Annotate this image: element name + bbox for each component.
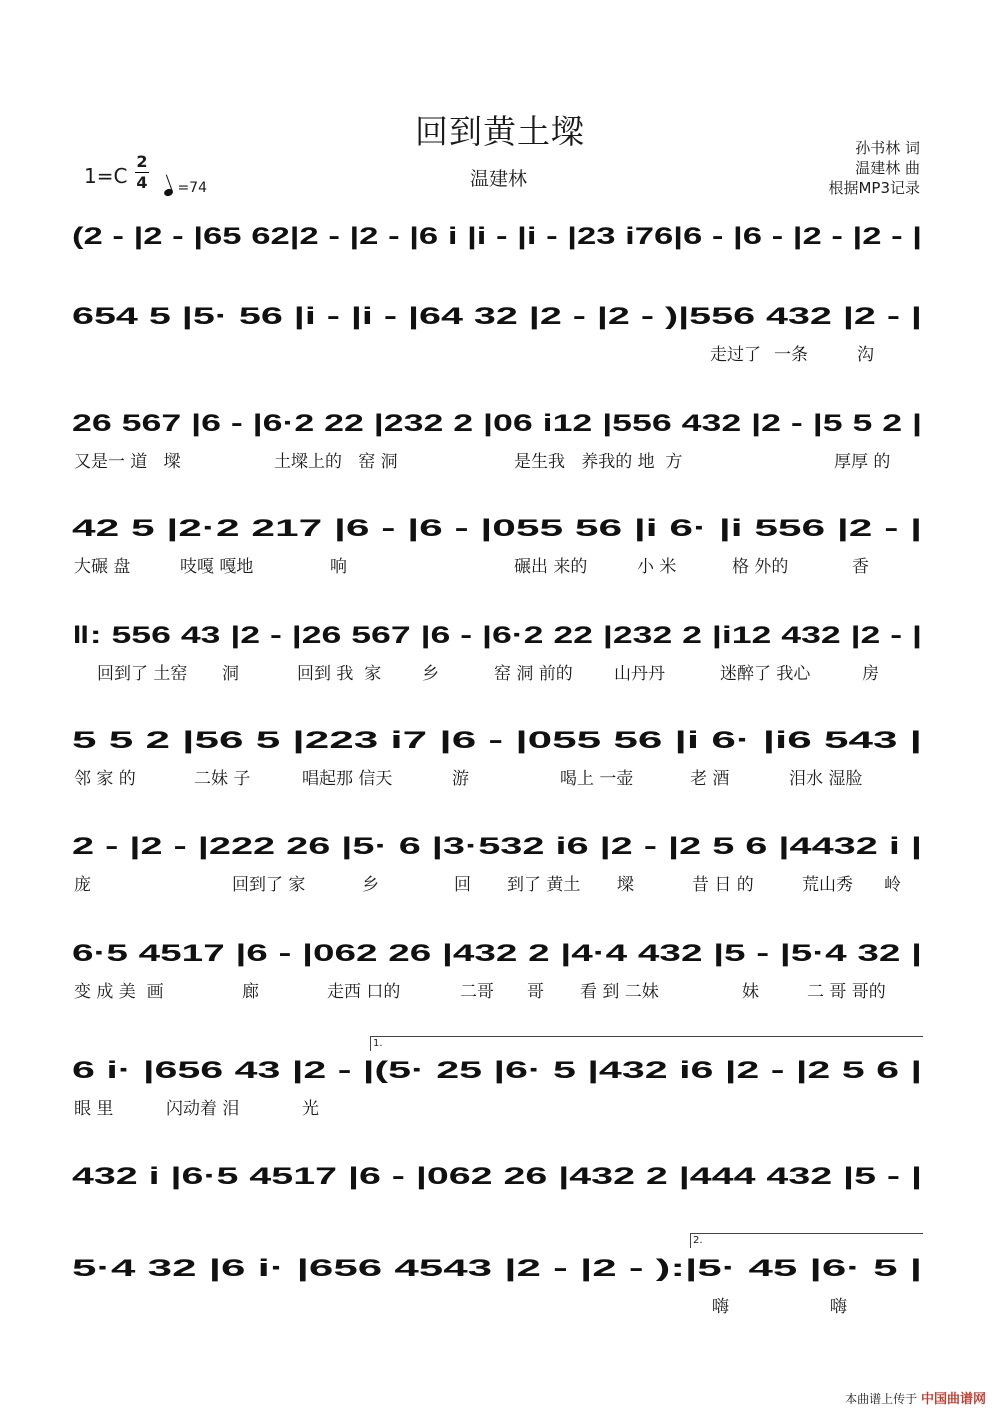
lyric-segment: 哥 <box>527 982 544 1002</box>
lyric-segment: 格 外的 <box>732 557 789 577</box>
volta-number: 2. <box>693 1235 703 1246</box>
lyric-line <box>62 1292 930 1316</box>
lyric-segment: 窑 洞 前的 <box>494 664 573 684</box>
footer-prefix: 本曲谱上传于 <box>845 1392 918 1406</box>
notes-text: 6 i· |656 43 |2 - |(5· 25 |6· 5 |432 i6 |2 - |2 5 6 | <box>72 1057 922 1084</box>
lyric-segment: 厚厚 的 <box>834 452 891 472</box>
lyric-segment: 走西 口的 <box>327 982 401 1002</box>
lyric-segment: 山丹丹 <box>614 664 665 684</box>
lyric-segment: 墚 <box>617 875 634 895</box>
notation-svg <box>62 722 930 762</box>
lyric-segment: 回到了 家 <box>232 875 306 895</box>
lyric-segment: 迷醉了 我心 <box>720 664 811 684</box>
lyric-segment: 走过了 <box>710 345 761 365</box>
notes-text: (2 - |2 - |65 62|2 - |2 - |6 i |i - |i - |23 i76|6 - |6 - |2 - |2 - | <box>72 223 922 250</box>
notes-text: 42 5 |2·2 217 |6 - |6 - |055 56 |i 6· |i 556 |2 - | <box>72 515 922 542</box>
lyric-line <box>62 659 930 683</box>
notation-svg <box>62 617 930 657</box>
lyric-segment: 房 <box>862 664 879 684</box>
lyric-line <box>62 447 930 471</box>
notation-svg <box>62 935 930 975</box>
lyric-segment: 嗨 <box>712 1297 729 1317</box>
lyric-segment: 乡 <box>422 664 439 684</box>
site-logo: 中国曲谱网 <box>920 1392 986 1407</box>
volta-number: 1. <box>373 1038 383 1049</box>
lyric-segment: 乡 <box>362 875 379 895</box>
lyric-segment: 土墚上的 窑 洞 <box>274 452 398 472</box>
lyric-segment: 变 成 美 画 <box>74 982 164 1002</box>
lyric-segment: 荒山秀 <box>802 875 853 895</box>
lyric-segment: 回 <box>454 875 471 895</box>
lyric-line <box>62 977 930 1001</box>
lyric-segment: 响 <box>330 557 347 577</box>
lyric-segment: 小 米 <box>637 557 677 577</box>
notes-text: 5·4 32 |6 i· |656 4543 |2 - |2 - ):|5· 45 |6· 5 | <box>72 1255 922 1282</box>
lyric-segment: 唱起那 信天 <box>302 769 393 789</box>
page-title: 回到黄土墚 <box>415 112 585 151</box>
lyric-segment: 是生我 养我的 地 方 <box>514 452 683 472</box>
notation-svg <box>62 1052 930 1092</box>
lyric-segment: 一条 <box>774 345 808 365</box>
lyric-segment: 老 酒 <box>690 769 730 789</box>
notation-svg <box>62 218 930 258</box>
lyric-segment: 泪水 湿脸 <box>789 769 863 789</box>
tempo-marking <box>164 180 207 196</box>
lyric-segment: 沟 <box>857 345 874 365</box>
time-signature <box>133 152 151 193</box>
notes-text: 432 i |6·5 4517 |6 - |062 26 |432 2 |444 432 |5 - | <box>72 1163 922 1190</box>
lyric-line <box>62 870 930 894</box>
lyric-segment: 二 哥 哥的 <box>807 982 886 1002</box>
lyric-line <box>62 1094 930 1118</box>
volta-bracket <box>690 1233 923 1248</box>
lyricist-credit: 孙书林 词 <box>855 139 920 157</box>
volta-bracket <box>370 1036 923 1051</box>
footer <box>845 1388 986 1407</box>
time-numerator: 2 <box>136 152 148 171</box>
lyric-segment: 到了 黄土 <box>507 875 581 895</box>
notation-svg <box>62 298 930 338</box>
lyric-segment: 二哥 <box>460 982 494 1002</box>
lyric-segment: 岭 <box>884 875 901 895</box>
subtitle: 温建林 <box>470 168 528 190</box>
lyric-segment: 回到了 土窑 <box>97 664 188 684</box>
lyric-segment: 喝上 一壶 <box>560 769 634 789</box>
lyric-segment: 游 <box>452 769 469 789</box>
quarter-note-icon <box>163 188 174 198</box>
notes-text: 5 5 2 |56 5 |223 i7 |6 - |055 56 |i 6· |i6 543 | <box>72 727 922 754</box>
lyric-segment: 吱嘎 嘎地 <box>180 557 254 577</box>
lyric-segment: 大碾 盘 <box>74 557 131 577</box>
lyric-segment: 光 <box>302 1099 319 1119</box>
notes-text: 654 5 |5· 56 |i - |i - |64 32 |2 - |2 - )|556 432 |2 - | <box>72 303 922 330</box>
key-signature: 1=C <box>84 164 128 188</box>
lyric-segment: 邻 家 的 <box>74 769 136 789</box>
notation-svg <box>62 510 930 550</box>
lyric-segment: 昔 日 的 <box>692 875 754 895</box>
lyric-segment: 香 <box>852 557 869 577</box>
lyric-segment: 眼 里 <box>74 1099 114 1119</box>
notes-text: 6·5 4517 |6 - |062 26 |432 2 |4·4 432 |5 - |5·4 32 | <box>72 940 922 967</box>
notation-svg <box>62 1250 930 1290</box>
notes-text: ‖: 556 43 |2 - |26 567 |6 - |6·2 22 |232 2 |i12 432 |2 - | <box>72 622 922 649</box>
lyric-segment: 洞 <box>222 664 239 684</box>
lyric-segment: 廊 <box>242 982 259 1002</box>
lyric-line <box>62 764 930 788</box>
lyric-segment: 二妹 子 <box>194 769 251 789</box>
lyric-segment: 闪动着 泪 <box>166 1099 240 1119</box>
notation-svg <box>62 828 930 868</box>
notation-svg <box>62 405 930 445</box>
notation-svg <box>62 1158 930 1198</box>
lyric-segment: 碾出 来的 <box>514 557 588 577</box>
lyric-segment: 庞 <box>74 875 91 895</box>
lyric-segment: 嗨 <box>830 1297 847 1317</box>
notes-text: 2 - |2 - |222 26 |5· 6 |3·532 i6 |2 - |2 5 6 |4432 i | <box>72 833 922 860</box>
lyric-segment: 看 到 二妹 <box>580 982 659 1002</box>
lyric-segment: 又是一 道 墚 <box>74 452 181 472</box>
credits <box>828 138 920 198</box>
tempo-value: =74 <box>177 180 207 196</box>
lyric-segment: 回到 我 家 <box>297 664 382 684</box>
lyric-line <box>62 552 930 576</box>
composer-credit: 温建林 曲 <box>855 159 920 177</box>
lyric-line <box>62 340 930 364</box>
notes-text: 26 567 |6 - |6·2 22 |232 2 |06 i12 |556 432 |2 - |5 5 2 | <box>72 410 922 437</box>
lyric-segment: 妹 <box>742 982 759 1002</box>
source-credit: 根据MP3记录 <box>828 179 920 197</box>
time-denominator: 4 <box>136 173 148 192</box>
